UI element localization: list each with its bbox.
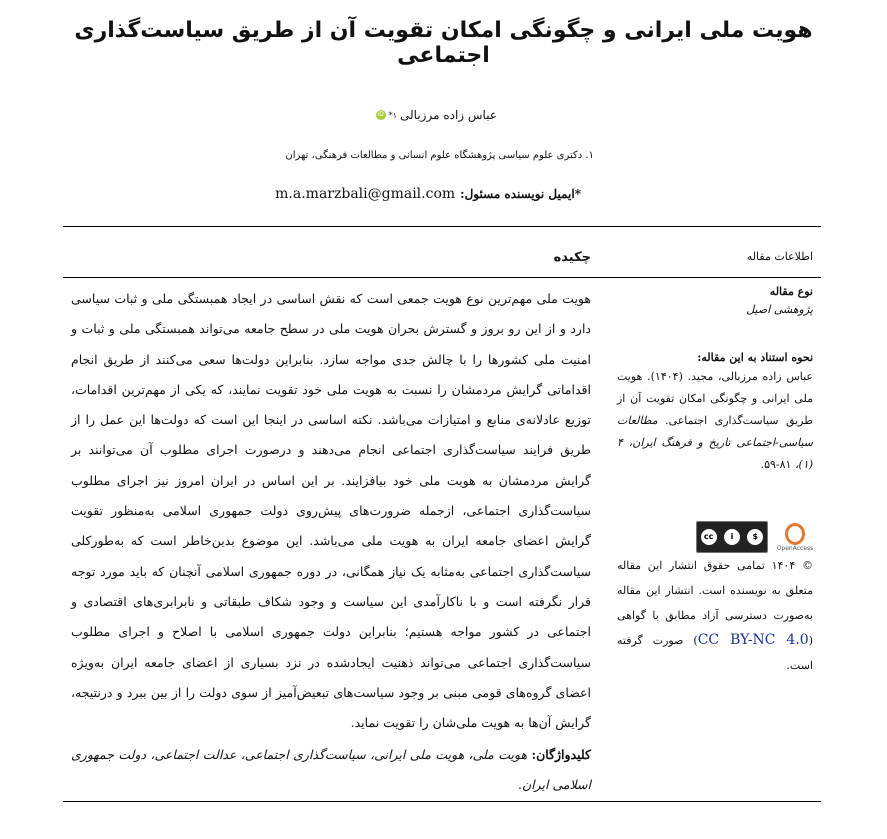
attribution-icon: i [724,529,740,545]
citation-pages: ۸۱-۵۹. [760,458,792,471]
top-divider [63,226,821,227]
bottom-divider [63,801,821,802]
article-type-value: پژوهشی اصیل [746,303,813,316]
cc-icon: cc [701,529,717,545]
keywords-value: هویت ملی، هویت ملی ایرانی، سیاست‌گذاری اجتماعی، عدالت اجتماعی، دولت جمهوری اسلامی ایران. [71,747,591,792]
license-logos [696,521,816,553]
email-link[interactable]: m.a.marzbali@gmail.com [275,186,456,202]
license-link[interactable]: CC BY-NC 4.0 [697,632,809,648]
header-divider [63,277,821,278]
citation-text [617,366,813,476]
author-name: عباس زاده مرزبالی [400,108,497,122]
copyright-notice [617,553,813,678]
cc-by-nc-badge[interactable] [696,521,768,553]
citation-block [617,351,813,476]
citation-main: عباس زاده مرزبالی، مجید. (۱۴۰۴). هویت ملی ایرانی و چگونگی امکان تقویت آن از طریق سیاست‌گذاری اجتماعی. [617,370,814,427]
citation-label: نحوه استناد به این مقاله: [697,351,813,364]
open-access-label: OpenAccess [776,544,814,552]
author-line [376,108,497,122]
article-title: هویت ملی ایرانی و چگونگی امکان تقویت آن از طریق سیاست‌گذاری اجتماعی [74,18,813,68]
keywords [71,740,591,800]
abstract-heading: چکیده [553,250,591,265]
corresponding-author [275,186,581,202]
abstract-text: هویت ملی مهم‌ترین نوع هویت جمعی است که نقش اساسی در ایجاد همبستگی ملی و ثبات سیاسی دارد و از این رو بروز و گسترش بحران هویت ملی در سطح جامعه می‌تواند همبستگی ملی و ثبات و امنیت ملی کشورها را با چالش جدی مواجه سازد. بنابراین دولت‌ها سعی می‌کنند از طریق انجام اقداماتی گرایش مردمشان را نسبت به هویت ملی خود تقویت نمایند، که یکی از مهم‌ترین اقدامات، توزیع عادلانه‌ی منابع و امتیازات می‌باشد. نکته اساسی در اینجا این است که دولت‌ها این عمل را از طریق فرایند سیاست‌گذاری اجتماعی انجام می‌دهند و درصورت اجرای مطلوب آن می‌توانند بر گرایش مردمشان به هویت ملی خود بیافزایند. بر این اساس در ایران امروز نیز اجرای مطلوب سیاست‌گذاری اجتماعی، ازجمله ضرورت‌های پیش‌روی دولت جمهوری اسلامی به‌منظور تقویت گرایش اعضای جامعه ایران به هویت ملی می‌باشد. این موضوع بدین‌خاطر است که به‌طورکلی سیاست‌گذاری اجتماعی به‌مثابه یک نیاز همگانی، در دوره جمهوری اسلامی آنچنان که باید مورد توجه قرار نگرفته است و با ناکارآمدی این سیاست و وجود شکاف طبقاتی و نابرابری‌های اقتصادی و اجتماعی در کشور مواجه هستیم؛ بنابراین دولت جمهوری اسلامی با اصلاح و اجرای مطلوب سیاست‌گذاری اجتماعی می‌تواند ذهنیت ایجادشده در نزد بسیاری از اعضای جامعه ایران به‌ویژه اعضای گروه‌های قومی مبنی بر وجود سیاست‌های تبعیض‌آمیز از سوی دولت را از بین ببرد و درنتیجه، گرایش آن‌ها به هویت ملی‌شان را تقویت نماید. [71,291,591,731]
article-type-block [617,285,813,316]
email-label: *ایمیل نویسنده مسئول: [460,187,581,201]
copyright-end: ) صورت گرفته است. [617,634,813,672]
noncommercial-icon: $ [747,529,763,545]
article-info-heading: اطلاعات مقاله [746,250,813,263]
affiliation: ۱. دکتری علوم سیاسی پژوهشگاه علوم انسانی و مطالعات فرهنگی، تهران [285,150,594,161]
open-access-logo [774,522,816,552]
author-marker: ۱* [388,110,398,120]
orcid-icon[interactable]: iD [377,111,384,118]
copyright-text: © ۱۴۰۴ تمامی حقوق انتشار این مقاله متعلق به نویسنده است. انتشار این مقاله به‌صورت دسترسی آزاد مطابق با گواهی ( [617,559,813,647]
citation-journal: مطالعات سیاسی-اجتماعی تاریخ و فرهنگ ایران، ۴ (۱)، [617,414,813,471]
article-type-label: نوع مقاله [769,285,813,298]
keywords-label: کلیدواژگان: [531,747,591,762]
open-access-icon [785,523,805,545]
